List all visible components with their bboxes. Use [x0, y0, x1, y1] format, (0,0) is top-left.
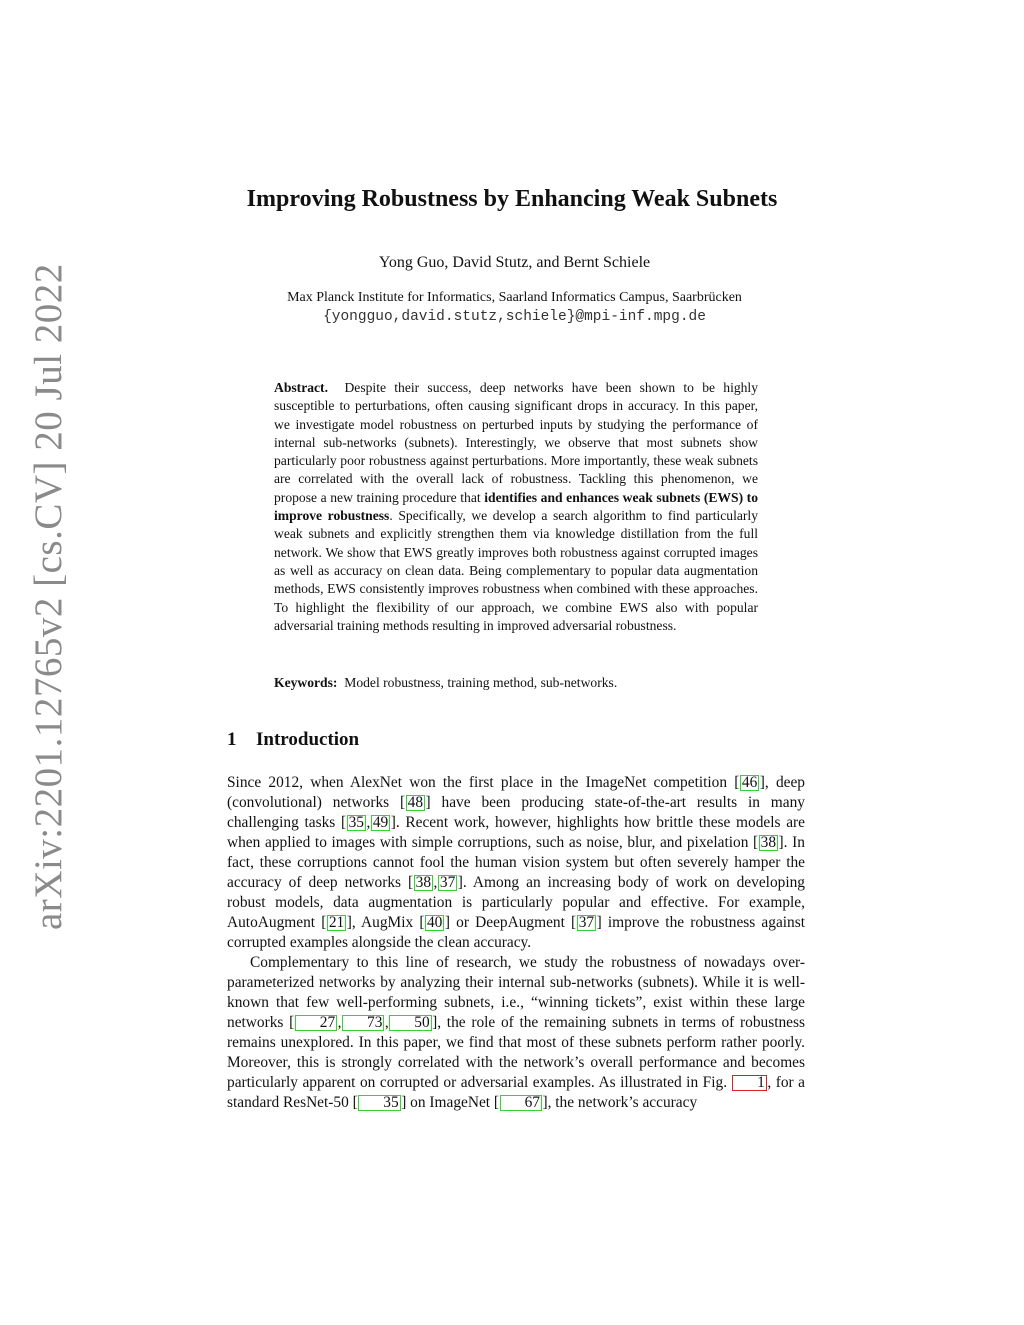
paper-authors: Yong Guo, David Stutz, and Bernt Schiele [378, 254, 651, 271]
intro-text: ] have been producing state-of-the-art results in many challenging tasks [ [227, 794, 805, 831]
abstract-highlight: identifies and enhances weak subnets (EWS) to improve robustness [274, 489, 759, 524]
author-emails: {yongguo,david.stutz,schiele}@mpi-inf.mpg.de [323, 309, 706, 325]
citation-link[interactable]: 48 [407, 794, 424, 811]
keywords-text: Model robustness, training method, sub-networks. [344, 675, 618, 690]
citation-link[interactable]: 67 [500, 1095, 542, 1111]
citation-link[interactable]: 73 [342, 1015, 384, 1031]
intro-text: , [384, 1014, 389, 1031]
citation-link[interactable]: 21 [328, 914, 345, 931]
citation-link[interactable]: 35 [358, 1095, 400, 1111]
citation-link[interactable]: 37 [439, 874, 456, 891]
intro-text: , [366, 814, 371, 831]
introduction-body [227, 773, 805, 1113]
section-number: 1 [227, 729, 237, 750]
arxiv-identifier-stamp: arXiv:2201.12765v2 [cs.CV] 20 Jul 2022 [27, 263, 70, 930]
intro-text: ], AugMix [ [346, 914, 425, 931]
intro-text: ], the role of the remaining subnets in terms of robustness remains unexplored. In this paper, we find that most of these subnets perform rather poorly. Moreover, this is strongly correlated with the network’s overall performance and becomes particularly apparent on corrupted or adversarial examples. As illustrated in Fig. [227, 1014, 805, 1091]
intro-text: Complementary to this line of research, we study the robustness of nowadays over-parameterized networks by analyzing their internal sub-networks (subnets). While it is well-known that few well-performing subnets, i.e., “winning tickets”, exist within these large networks [ [227, 954, 805, 1031]
intro-text: ] on ImageNet [ [401, 1094, 500, 1111]
author-affiliation: Max Planck Institute for Informatics, Saarland Informatics Campus, Saarbrücken [287, 290, 742, 305]
citation-link[interactable]: 35 [348, 814, 364, 831]
intro-paragraph-1 [227, 773, 805, 953]
intro-text: , [433, 874, 438, 891]
intro-text: ]. In fact, these corruptions cannot fool the human vision system but often severely hamper the accuracy of deep networks [ [227, 834, 805, 891]
figure-reference-link[interactable]: 1 [732, 1075, 767, 1091]
intro-text: ] or DeepAugment [ [444, 914, 577, 931]
abstract-text-part2: . Specifically, we develop a search algorithm to find particularly weak subnets and explicitly strengthen them via knowledge distillation from the full network. We show that EWS greatly improves both robustness against corrupted images as well as accuracy on clean data. Being complementary to popular data augmentation methods, EWS consistently improves robustness when combined with these approaches. To highlight the flexibility of our approach, we combine EWS also with popular adversarial training methods resulting in improved adversarial robustness. [274, 508, 759, 633]
citation-link[interactable]: 50 [389, 1015, 431, 1031]
paper-title: Improving Robustness by Enhancing Weak Subnets [246, 186, 778, 212]
abstract [274, 379, 758, 635]
citation-link[interactable]: 38 [760, 834, 777, 851]
citation-link[interactable]: 46 [741, 774, 758, 791]
citation-link[interactable]: 37 [578, 914, 595, 931]
intro-text: , [337, 1014, 342, 1031]
intro-text: ]. Recent work, however, highlights how brittle these models are when applied to images with simple corruptions, such as noise, blur, and pixelation [ [227, 814, 805, 851]
citation-link[interactable]: 49 [372, 814, 389, 831]
abstract-text-part1: Despite their success, deep networks have been shown to be highly susceptible to perturbations, often causing significant drops in accuracy. In this paper, we investigate model robustness on perturbed inputs by studying the performance of internal sub-networks (subnets). Interestingly, we observe that most subnets show particularly poor robustness against perturbations. More importantly, these weak subnets are correlated with the overall lack of robustness. Tackling this phenomenon, we propose a new training procedure that [274, 380, 759, 505]
intro-text: ], the network’s accuracy [542, 1094, 698, 1111]
citation-link[interactable]: 40 [426, 914, 443, 931]
keywords-label: Keywords: [274, 675, 338, 690]
citation-link[interactable]: 27 [295, 1015, 337, 1031]
section-title: Introduction [256, 729, 360, 750]
intro-text: ], deep (convolutional) networks [ [227, 774, 805, 811]
intro-paragraph-2 [227, 953, 805, 1113]
intro-text: ] improve the robustness against corrupted examples alongside the clean accuracy. [227, 914, 806, 951]
intro-text: , for a standard ResNet-50 [ [227, 1074, 806, 1111]
abstract-label: Abstract. [274, 380, 328, 395]
intro-text: Since 2012, when AlexNet won the first place in the ImageNet competition [ [227, 774, 740, 791]
citation-link[interactable]: 38 [415, 874, 432, 891]
keywords [274, 674, 758, 692]
section-heading [227, 729, 359, 751]
intro-text: ]. Among an increasing body of work on developing robust models, data augmentation is particularly popular and effective. For example, AutoAugment [ [227, 874, 805, 931]
